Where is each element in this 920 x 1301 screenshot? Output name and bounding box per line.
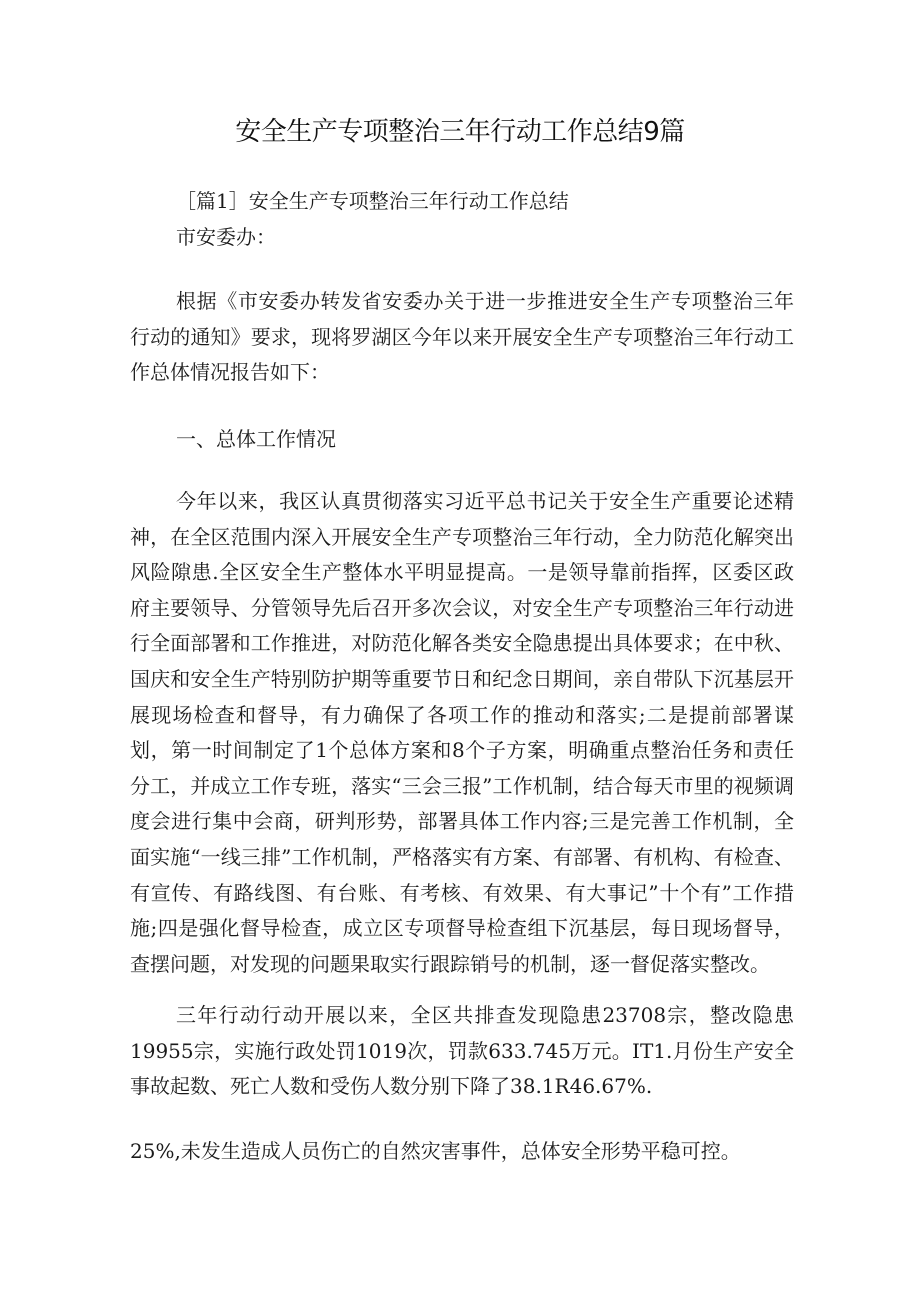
closing-paragraph: 25%,未发生造成人员伤亡的自然灾害事件，总体安全形势平稳可控。 (130, 1139, 741, 1163)
document-title: 安全生产专项整治三年行动工作总结9篇 (235, 117, 685, 147)
document-subtitle: ［篇1］安全生产专项整治三年行动工作总结 (176, 189, 569, 213)
statistics-paragraph: 三年行动行动开展以来，全区共排查发现隐患23708宗，整改隐患19955宗，实施行政处罚1019次，罚款633.745万元。IT1.月份生产安全事故起数、死亡人数和受伤人数分别下降了38.1R46.67%. (130, 1003, 794, 1099)
section-heading: 一、总体工作情况 (176, 427, 336, 451)
body-paragraph: 今年以来，我区认真贯彻落实习近平总书记关于安全生产重要论述精神，在全区范围内深入开展安全生产专项整治三年行动，全力防范化解突出风险隙患.全区安全生产整体水平明显提高。一是领导靠前指挥，区委区政府主要领导、分管领导先后召开多次会议，对安全生产专项整治三年行动进行全面部署和工作推进，对防范化解各类安全隐患提出具体要求；在中秋、国庆和安全生产特别防护期等重要节日和纪念日期间，亲自带队下沉基层开展现场检查和督导，有力确保了各项工作的推动和落实;二是提前部署谋划，第一时间制定了1个总体方案和8个子方案，明确重点整治任务和责任分工，并成立工作专班，落实“三会三报”工作机制，结合每天市里的视频调度会进行集中会商，研判形势，部署具体工作内容;三是完善工作机制，全面实施“一线三排”工作机制，严格落实有方案、有部署、有机构、有检查、有宣传、有路线图、有台账、有考核、有效果、有大事记”十个有”工作措施;四是强化督导检查，成立区专项督导检查组下沉基层，每日现场督导，查摆问题，对发现的问题果取实行跟踪销号的机制，逐一督促落实整改。 (130, 489, 794, 976)
intro-paragraph: 根据《市安委办转发省安委办关于进一步推进安全生产专项整治三年行动的通知》要求，现将罗湖区今年以来开展安全生产专项整治三年行动工作总体情况报告如下： (130, 289, 794, 385)
addressee: 市安委办： (176, 225, 276, 249)
